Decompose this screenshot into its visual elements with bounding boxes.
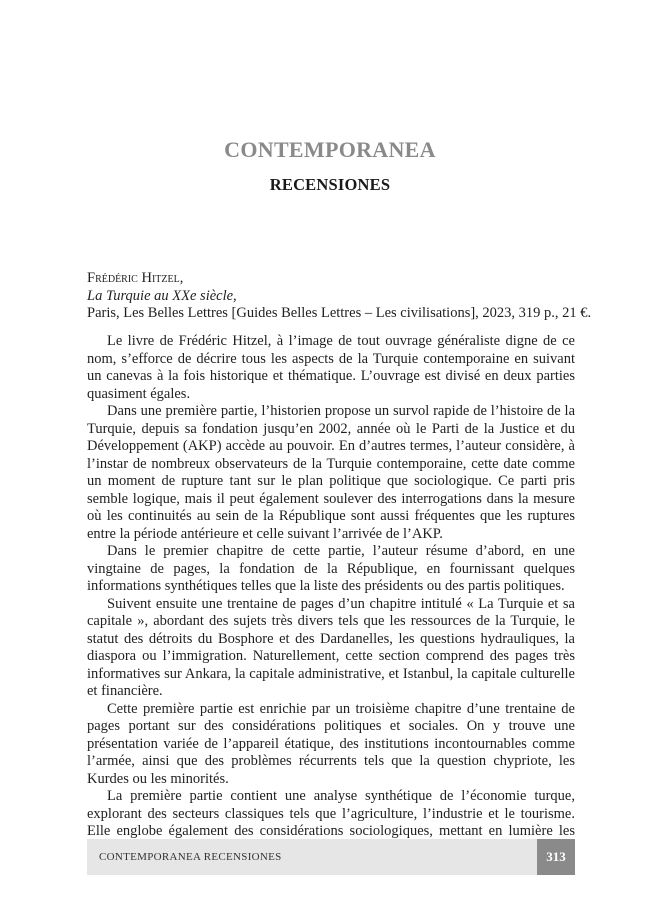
footer-label: CONTEMPORANEA RECENSIONES [99,851,282,863]
review-body [87,333,575,858]
paragraph: Dans le premier chapitre de cette partie, l’auteur résume d’abord, en une vingtaine de pages, la fondation de la République, en fournissant quelques informations synthétiques telles que la liste des présidents ou des partis politiques. [87,543,575,594]
section-title: CONTEMPORANEA [224,137,436,162]
page-number: 313 [537,839,575,875]
paragraph: Le livre de Frédéric Hitzel, à l’image de tout ouvrage généraliste digne de ce nom, s’efforce de décrire tous les aspects de la Turquie contemporaine en suivant un canevas à la fois historique et thématique. L’ouvrage est divisé en deux parties quasiment égales. [87,333,575,402]
book-publication: Paris, Les Belles Lettres [Guides Belles Lettres – Les civilisations], 2023, 319 p., 21 €. [87,305,592,321]
paragraph: Suivent ensuite une trentaine de pages d’un chapitre intitulé « La Turquie et sa capitale », abordant des sujets très divers tels que les ressources de la Turquie, le statut des détroits du Bosphore et des Dardanelles, les questions hydrauliques, la diaspora ou l’immigration. Naturellement, cette section comprend des pages très informatives sur Ankara, la capitale administrative, et Istanbul, la capitale culturelle et financière. [87,595,575,699]
running-footer [87,839,537,875]
book-reference [87,270,592,323]
section-subtitle: RECENSIONES [269,175,391,194]
book-author: Frédéric Hitzel, [87,270,184,286]
paragraph: Dans une première partie, l’historien propose un survol rapide de l’histoire de la Turquie, depuis sa fondation jusqu’en 2002, année où le Parti de la Justice et du Développement (AKP) accède au pouvoir. En d’autres termes, l’auteur considère, à l’instar de nombreux observateurs de la Turquie contemporaine, cette date comme un moment de rupture tant sur le plan politique que sociologique. Ce parti pris semble logique, mais il peut également soulever des interrogations dans la mesure où les continuités au sein de la République sont aussi fréquentes que les ruptures entre la période antérieure et celle suivant l’arrivée de l’AKP. [87,403,575,542]
paragraph: La première partie contient une analyse synthétique de l’économie turque, explorant des secteurs classiques tels que l’agriculture, l’industrie et le tourisme. Elle englobe également des considérations sociologiques, mettant en lumière les [87,788,575,839]
book-title: La Turquie au XXe siècle, [87,287,237,304]
paragraph: Cette première partie est enrichie par un troisième chapitre d’une trentaine de pages portant sur des considérations politiques et sociales. On y trouve une présentation variée de l’appareil étatique, des institutions incontournables comme l’armée, ainsi que des problèmes récurrents tels que la question chypriote, les Kurdes ou les minorités. [87,700,575,787]
